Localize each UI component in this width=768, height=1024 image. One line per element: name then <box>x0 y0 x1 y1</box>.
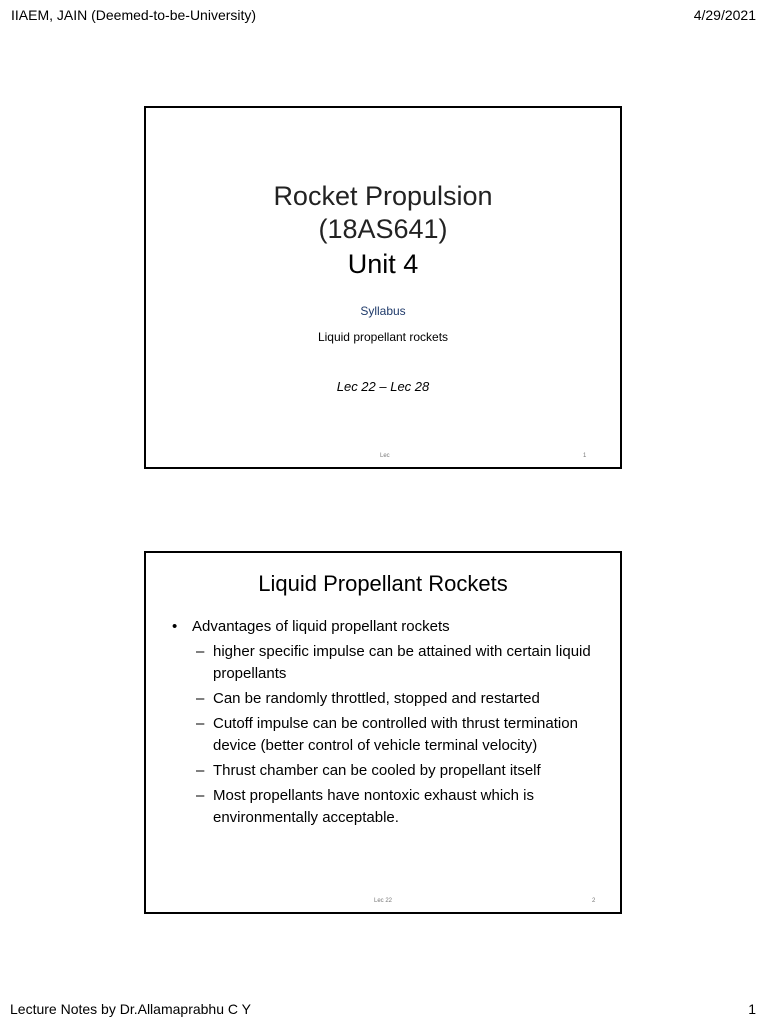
slide-1-syllabus-label: Syllabus <box>360 304 406 318</box>
sub-item-text: Thrust chamber can be cooled by propellant itself <box>213 762 541 779</box>
bullet-item <box>172 616 602 638</box>
sub-item <box>172 688 602 710</box>
page-footer-author: Lecture Notes by Dr.Allamaprabhu C Y <box>10 1001 251 1017</box>
sub-item-text: higher specific impulse can be attained with certain liquid propellants <box>213 643 591 682</box>
slide-1-lecture-range: Lec 22 – Lec 28 <box>336 379 430 394</box>
dash-mark: – <box>196 643 205 660</box>
slide-2-footer-number: 2 <box>592 898 596 904</box>
sub-item-text: Cutoff impulse can be controlled with thrust termination device (better control of vehicle terminal velocity) <box>213 715 578 754</box>
bullet-mark: • <box>172 618 178 635</box>
bullet-text: Advantages of liquid propellant rockets <box>192 618 450 635</box>
sub-item <box>172 713 602 757</box>
slide-1-footer-number: 1 <box>583 453 587 459</box>
page-header-date: 4/29/2021 <box>693 7 756 23</box>
slide-1-footer-lecture: Lec <box>380 453 390 459</box>
slide-2-title: Liquid Propellant Rockets <box>258 571 508 596</box>
dash-mark: – <box>196 690 205 707</box>
page-header-institution: IIAEM, JAIN (Deemed-to-be-University) <box>11 7 257 23</box>
slide-1-title <box>146 180 620 246</box>
dash-mark: – <box>196 762 205 779</box>
slide-1-title-line1: Rocket Propulsion <box>273 181 493 211</box>
sub-item <box>172 760 602 782</box>
slide-2-footer-lecture: Lec 22 <box>374 898 393 904</box>
page-footer-page-number: 1 <box>748 1001 756 1017</box>
slide-1-title-line2: (18AS641) <box>318 214 448 244</box>
dash-mark: – <box>196 715 205 732</box>
slide-2 <box>144 551 622 914</box>
slide-1 <box>144 106 622 469</box>
sub-item <box>172 785 602 829</box>
slide-1-topic: Liquid propellant rockets <box>317 330 449 344</box>
sub-item <box>172 641 602 685</box>
slide-1-unit: Unit 4 <box>347 249 419 279</box>
sub-item-text: Can be randomly throttled, stopped and restarted <box>213 690 540 707</box>
slide-2-bullet-list <box>172 616 602 832</box>
sub-item-text: Most propellants have nontoxic exhaust which is environmentally acceptable. <box>213 787 535 826</box>
dash-mark: – <box>196 787 205 804</box>
